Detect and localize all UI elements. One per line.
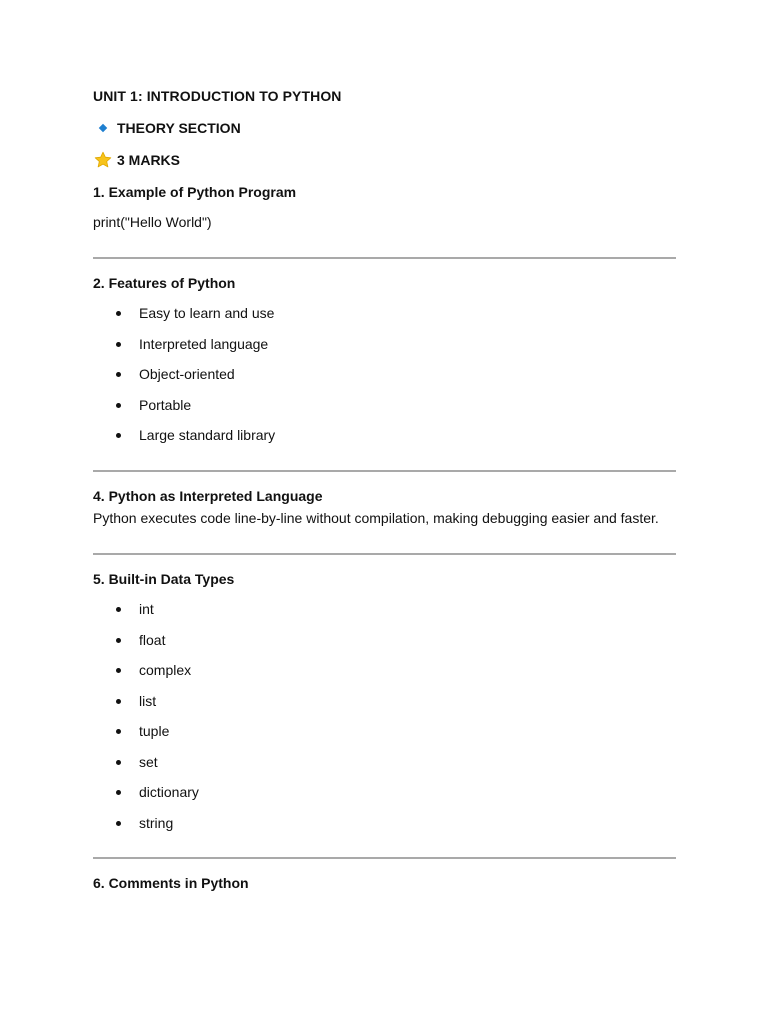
list-item: tuple	[93, 721, 676, 741]
list-item: int	[93, 599, 676, 619]
bullet-icon	[116, 729, 121, 734]
divider	[93, 257, 676, 259]
list-item: complex	[93, 660, 676, 680]
list-item: list	[93, 691, 676, 711]
bullet-icon	[116, 790, 121, 795]
list-item: Interpreted language	[93, 334, 676, 354]
unit-title: UNIT 1: INTRODUCTION TO PYTHON	[93, 88, 342, 104]
bullet-icon	[116, 607, 121, 612]
features-list	[93, 303, 676, 445]
theory-section-text: THEORY SECTION	[117, 120, 241, 136]
theory-section-label	[93, 118, 676, 138]
datatypes-list	[93, 599, 676, 833]
bullet-icon	[116, 638, 121, 643]
bullet-icon	[116, 668, 121, 673]
list-item: float	[93, 630, 676, 650]
section-heading-example: 1. Example of Python Program	[93, 184, 297, 200]
list-item: Large standard library	[93, 425, 676, 445]
marks-text: 3 MARKS	[117, 152, 181, 168]
list-item: Portable	[93, 395, 676, 415]
bullet-icon	[116, 433, 121, 438]
divider	[93, 470, 676, 472]
bullet-icon	[116, 699, 121, 704]
star-icon	[93, 150, 113, 170]
bullet-icon	[116, 311, 121, 316]
list-item: Object-oriented	[93, 364, 676, 384]
divider	[93, 553, 676, 555]
paragraph-interpreted: Python executes code line-by-line without compilation, making debugging easier and faster.	[93, 510, 659, 526]
bullet-icon	[116, 403, 121, 408]
section-heading-datatypes: 5. Built-in Data Types	[93, 571, 235, 587]
bullet-icon	[116, 342, 121, 347]
bullet-icon	[116, 821, 121, 826]
code-example: print("Hello World")	[93, 214, 212, 230]
section-heading-interpreted: 4. Python as Interpreted Language	[93, 488, 323, 504]
section-heading-comments: 6. Comments in Python	[93, 874, 249, 891]
divider	[93, 857, 676, 859]
list-item: dictionary	[93, 782, 676, 802]
small-blue-diamond-icon	[93, 118, 113, 138]
marks-label	[93, 150, 676, 170]
bullet-icon	[116, 372, 121, 377]
section-heading-features: 2. Features of Python	[93, 275, 236, 291]
list-item: string	[93, 813, 676, 833]
bullet-icon	[116, 760, 121, 765]
document-page	[93, 86, 676, 893]
list-item: Easy to learn and use	[93, 303, 676, 323]
list-item: set	[93, 752, 676, 772]
